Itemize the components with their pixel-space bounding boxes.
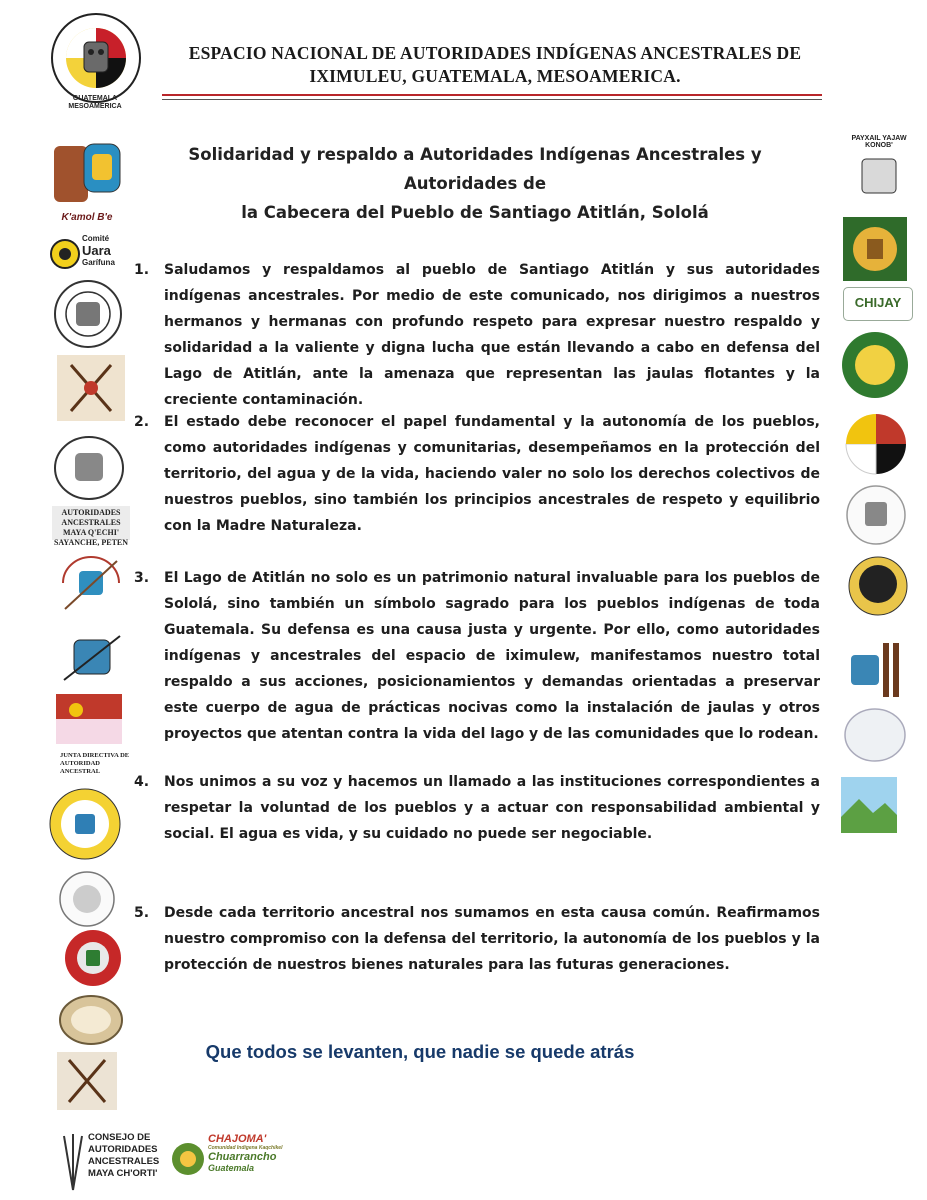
alcaldia-indigena-logo [55,553,127,613]
statement-item [134,409,820,539]
item-number: 5. [134,905,150,921]
junta-directiva-logo [60,752,130,780]
header-rule [162,94,822,96]
item-text: Nos unimos a su voz y hacemos un llamado a las instituciones correspondientes a respetar la voluntad de los pueblos y a actuar con responsabilidad ambiental y social. El agua es vida, y su cuidado no puede ser negociable. [164,774,820,842]
logo-label: JUNTA DIRECTIVA DE [60,752,130,759]
chajoma-logo [170,1132,290,1188]
alcaldia-indigena-green-logo [840,330,910,400]
staffs-emblem-2 [57,1052,117,1110]
logo-label: K'amol B'e [61,212,113,223]
uara-garifuna-logo [50,234,130,274]
subtitle-line: la Cabecera del Pueblo de Santiago Atitlán, Sololá [241,203,709,222]
logo-label: Guatemala [208,1163,255,1173]
consejo-chorti-logo [60,1132,160,1194]
item-text: El Lago de Atitlán no solo es un patrimonio natural invaluable para los pueblos de Sololá, sino también un símbolo sagrado para los pueblos indígenas de toda Guatemala. Su defensa es una causa justa y urgente. Por ello, como autoridades indígenas y ancestrales del espacio de iximulew, manifestamos nuestro total respaldo a sus acciones, posicionamientos y demandas orientadas a preservar este cuerpo de agua de prácticas nocivas como la instalación de jaulas y otros proyectos que atentan contra la vida del lago y de las comunidades que lo rodean. [164,570,820,742]
organization-title: ESPACIO NACIONAL DE AUTORIDADES INDÍGENAS ANCESTRALES DE IXIMULEU, GUATEMALA, MESOAMERICA. [188,43,802,86]
logo-label: SAYANCHE, PETEN [53,538,129,547]
statement-item [134,769,820,847]
grey-seal-right [845,484,907,546]
grey-seal [58,870,116,928]
logo-label: Chuarrancho [208,1151,277,1163]
sayanche-logo [52,506,130,547]
logo-label: ANCESTRALES [88,1156,160,1167]
staffs-emblem [57,355,125,421]
red-seal [60,928,126,988]
item-number: 2. [134,414,150,430]
landscape-logo [841,777,897,833]
document-subtitle [130,140,820,227]
logo-label: CHIJAY [854,295,902,310]
four-color-logo [844,412,908,476]
logo-label: Comunidad Indígena Kaqchikel [208,1145,283,1151]
maya-calendar-logo [56,632,128,688]
kaqchikel-logo [843,641,909,699]
chijay-logo [843,287,913,321]
kamolbe-logo [48,140,126,230]
item-text: Desde cada territorio ancestral nos sumamos en esta causa común. Reafirmamos nuestro compromiso con la defensa del territorio, la autonomía de los pueblos y la protección de nuestros bienes naturales para las futuras generaciones. [164,905,820,973]
item-number: 4. [134,774,150,790]
statement-item [134,565,820,747]
logo-label: MAYA CH'ORTI' [88,1168,158,1179]
item-number: 3. [134,570,150,586]
logo-label: CONSEJO DE [88,1132,151,1143]
payxail-logo [840,133,918,211]
oval-seal [58,994,124,1046]
item-text: El estado debe reconocer el papel fundamental y la autonomía de los pueblos, como autoridades indígenas y comunitarias, desempeñamos en la protección del territorio, del agua y de la vida, haciendo valer no solo los derechos colectivos de nuestros pueblos, sino también los principios ancestrales de respeto y equilibrio con la Madre Naturaleza. [164,414,820,534]
emblem-caption: GUATEMALA [72,95,118,102]
logo-label: AUTORIDAD ANCESTRAL [60,760,101,775]
item-text: Saludamos y respaldamos al pueblo de Santiago Atitlán y sus autoridades indígenas ancestrales. Por medio de este comunicado, nos dirigimos a nuestros hermanos y hermanas con profundo respeto para expresar nuestro respaldo y solidaridad a la valiente y digna lucha que están llevando a cabo en defensa del Lago de Atitlán, ante la amenaza que representan las jaulas flotantes y la creciente contaminación. [164,262,820,408]
santa-cruz-seal [52,278,124,350]
closing-slogan: Que todos se levanten, que nadie se quede atrás [205,1041,635,1062]
logo-label: Garífuna [82,258,115,267]
statement-item [134,257,820,413]
item-number: 1. [134,262,150,278]
logo-label: AUTORIDADES ANCESTRALES [61,508,121,527]
header-rule [162,99,822,100]
alcaldia-seal-yellow [47,786,123,862]
logo-label: CHAJOMA' [208,1133,267,1145]
consejo-green-logo [843,217,907,281]
colored-banner-logo [56,694,122,744]
logo-label: Uara [82,243,111,258]
emblem-caption: MESOAMERICA [68,103,122,110]
subtitle-line: Solidaridad y respaldo a Autoridades Indígenas Ancestrales y Autoridades de [188,145,762,193]
ancestral-seal-2 [52,433,126,503]
dark-round-logo [847,555,909,617]
faded-seal [843,707,907,763]
logo-label: PAYXAIL YAJAW KONOB' [851,135,907,149]
logo-label: Comité [82,234,110,243]
logo-label: AUTORIDADES [88,1144,158,1155]
logo-label: MAYA Q'ECHI' [62,528,120,537]
statement-item [134,900,820,978]
